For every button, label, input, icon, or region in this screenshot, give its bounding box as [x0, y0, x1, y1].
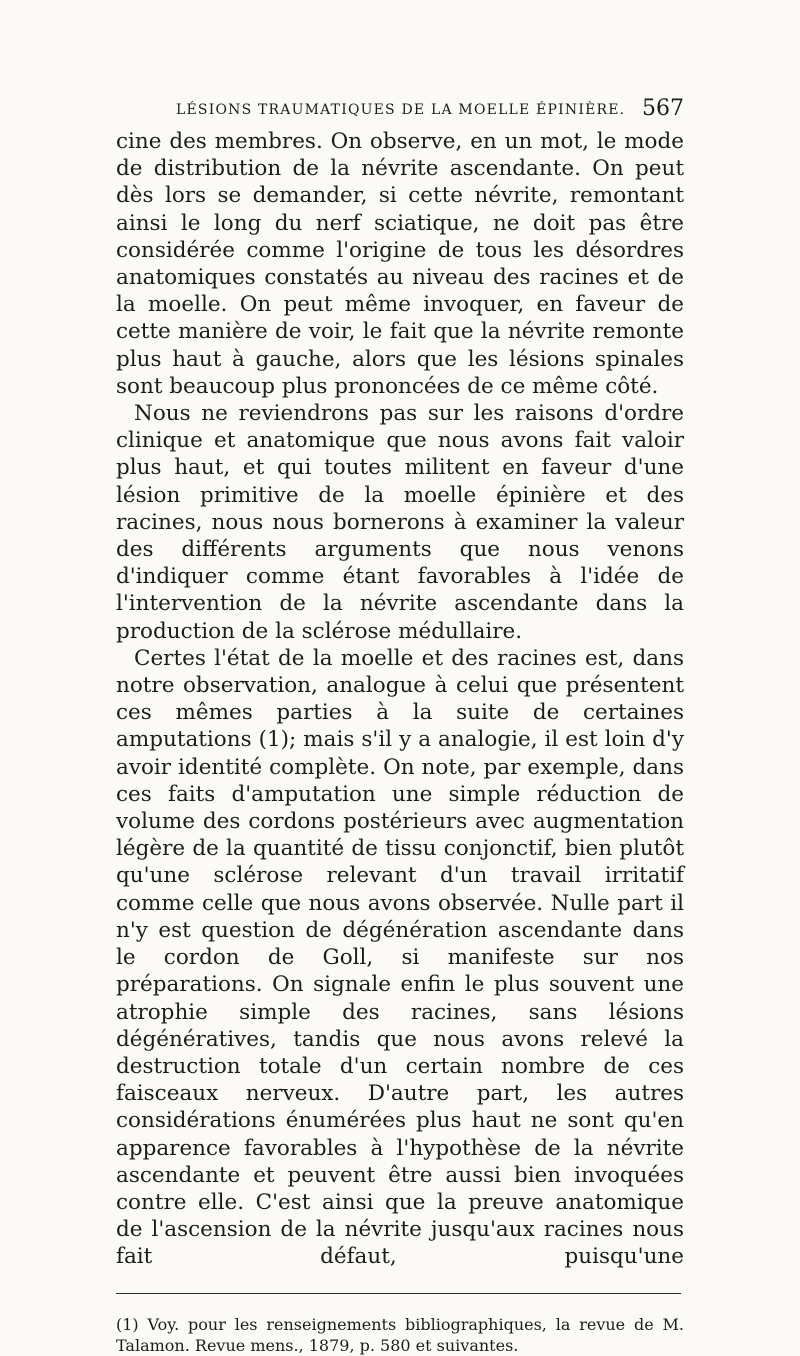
- paragraph-2: Nous ne reviendrons pas sur les raisons d'ordre clinique et anatomique que nous avons fait valoir plus haut, et qui toutes militent en faveur d'une lésion primitive de la moelle épinière et des racines, nous nous bornerons à examiner la valeur des différents arguments que nous venons d'indiquer comme étant favorables à l'idée de l'intervention de la névrite ascendante dans la production de la sclérose médullaire.: [116, 401, 684, 644]
- book-page: [116, 92, 684, 1356]
- footnote: (1) Voy. pour les renseignements bibliographiques, la revue de M. Talamon. Revue mens., 1879, p. 580 et suivantes.: [116, 1314, 684, 1355]
- page-number: 567: [642, 96, 684, 121]
- page-header: [116, 92, 684, 124]
- running-title: LÉSIONS TRAUMATIQUES DE LA MOELLE ÉPINIÈRE.: [176, 102, 626, 118]
- paragraph-1: cine des membres. On observe, en un mot, le mode de distribution de la névrite ascendante. On peut dès lors se demander, si cette névrite, remontant ainsi le long du nerf sciatique, ne doit pas être considérée comme l'origine de tous les désordres anatomiques constatés au niveau des racines et de la moelle. On peut même invoquer, en faveur de cette manière de voir, le fait que la névrite remonte plus haut à gauche, alors que les lésions spinales sont beaucoup plus prononcées de ce même côté.: [116, 129, 684, 399]
- paragraph-3: Certes l'état de la moelle et des racines est, dans notre observation, analogue à celui que présentent ces mêmes parties à la suite de certaines amputations (1); mais s'il y a analogie, il est loin d'y avoir identité complète. On note, par exemple, dans ces faits d'amputation une simple réduction de volume des cordons postérieurs avec augmentation légère de la quantité de tissu conjonctif, bien plutôt qu'une sclérose relevant d'un travail irritatif comme celle que nous avons observée. Nulle part il n'y est question de dégénération ascendante dans le cordon de Goll, si manifeste sur nos préparations. On signale enfin le plus souvent une atrophie simple des racines, sans lésions dégénératives, tandis que nous avons relevé la destruction totale d'un certain nombre de ces faisceaux nerveux. D'autre part, les autres considérations énumérées plus haut ne sont qu'en apparence favorables à l'hypothèse de la névrite ascendante et peuvent être aussi bien invoquées contre elle. C'est ainsi que la preuve anatomique de l'ascension de la névrite jusqu'aux racines nous fait défaut, puisqu'une: [116, 645, 684, 1270]
- footnote-rule: [116, 1293, 681, 1294]
